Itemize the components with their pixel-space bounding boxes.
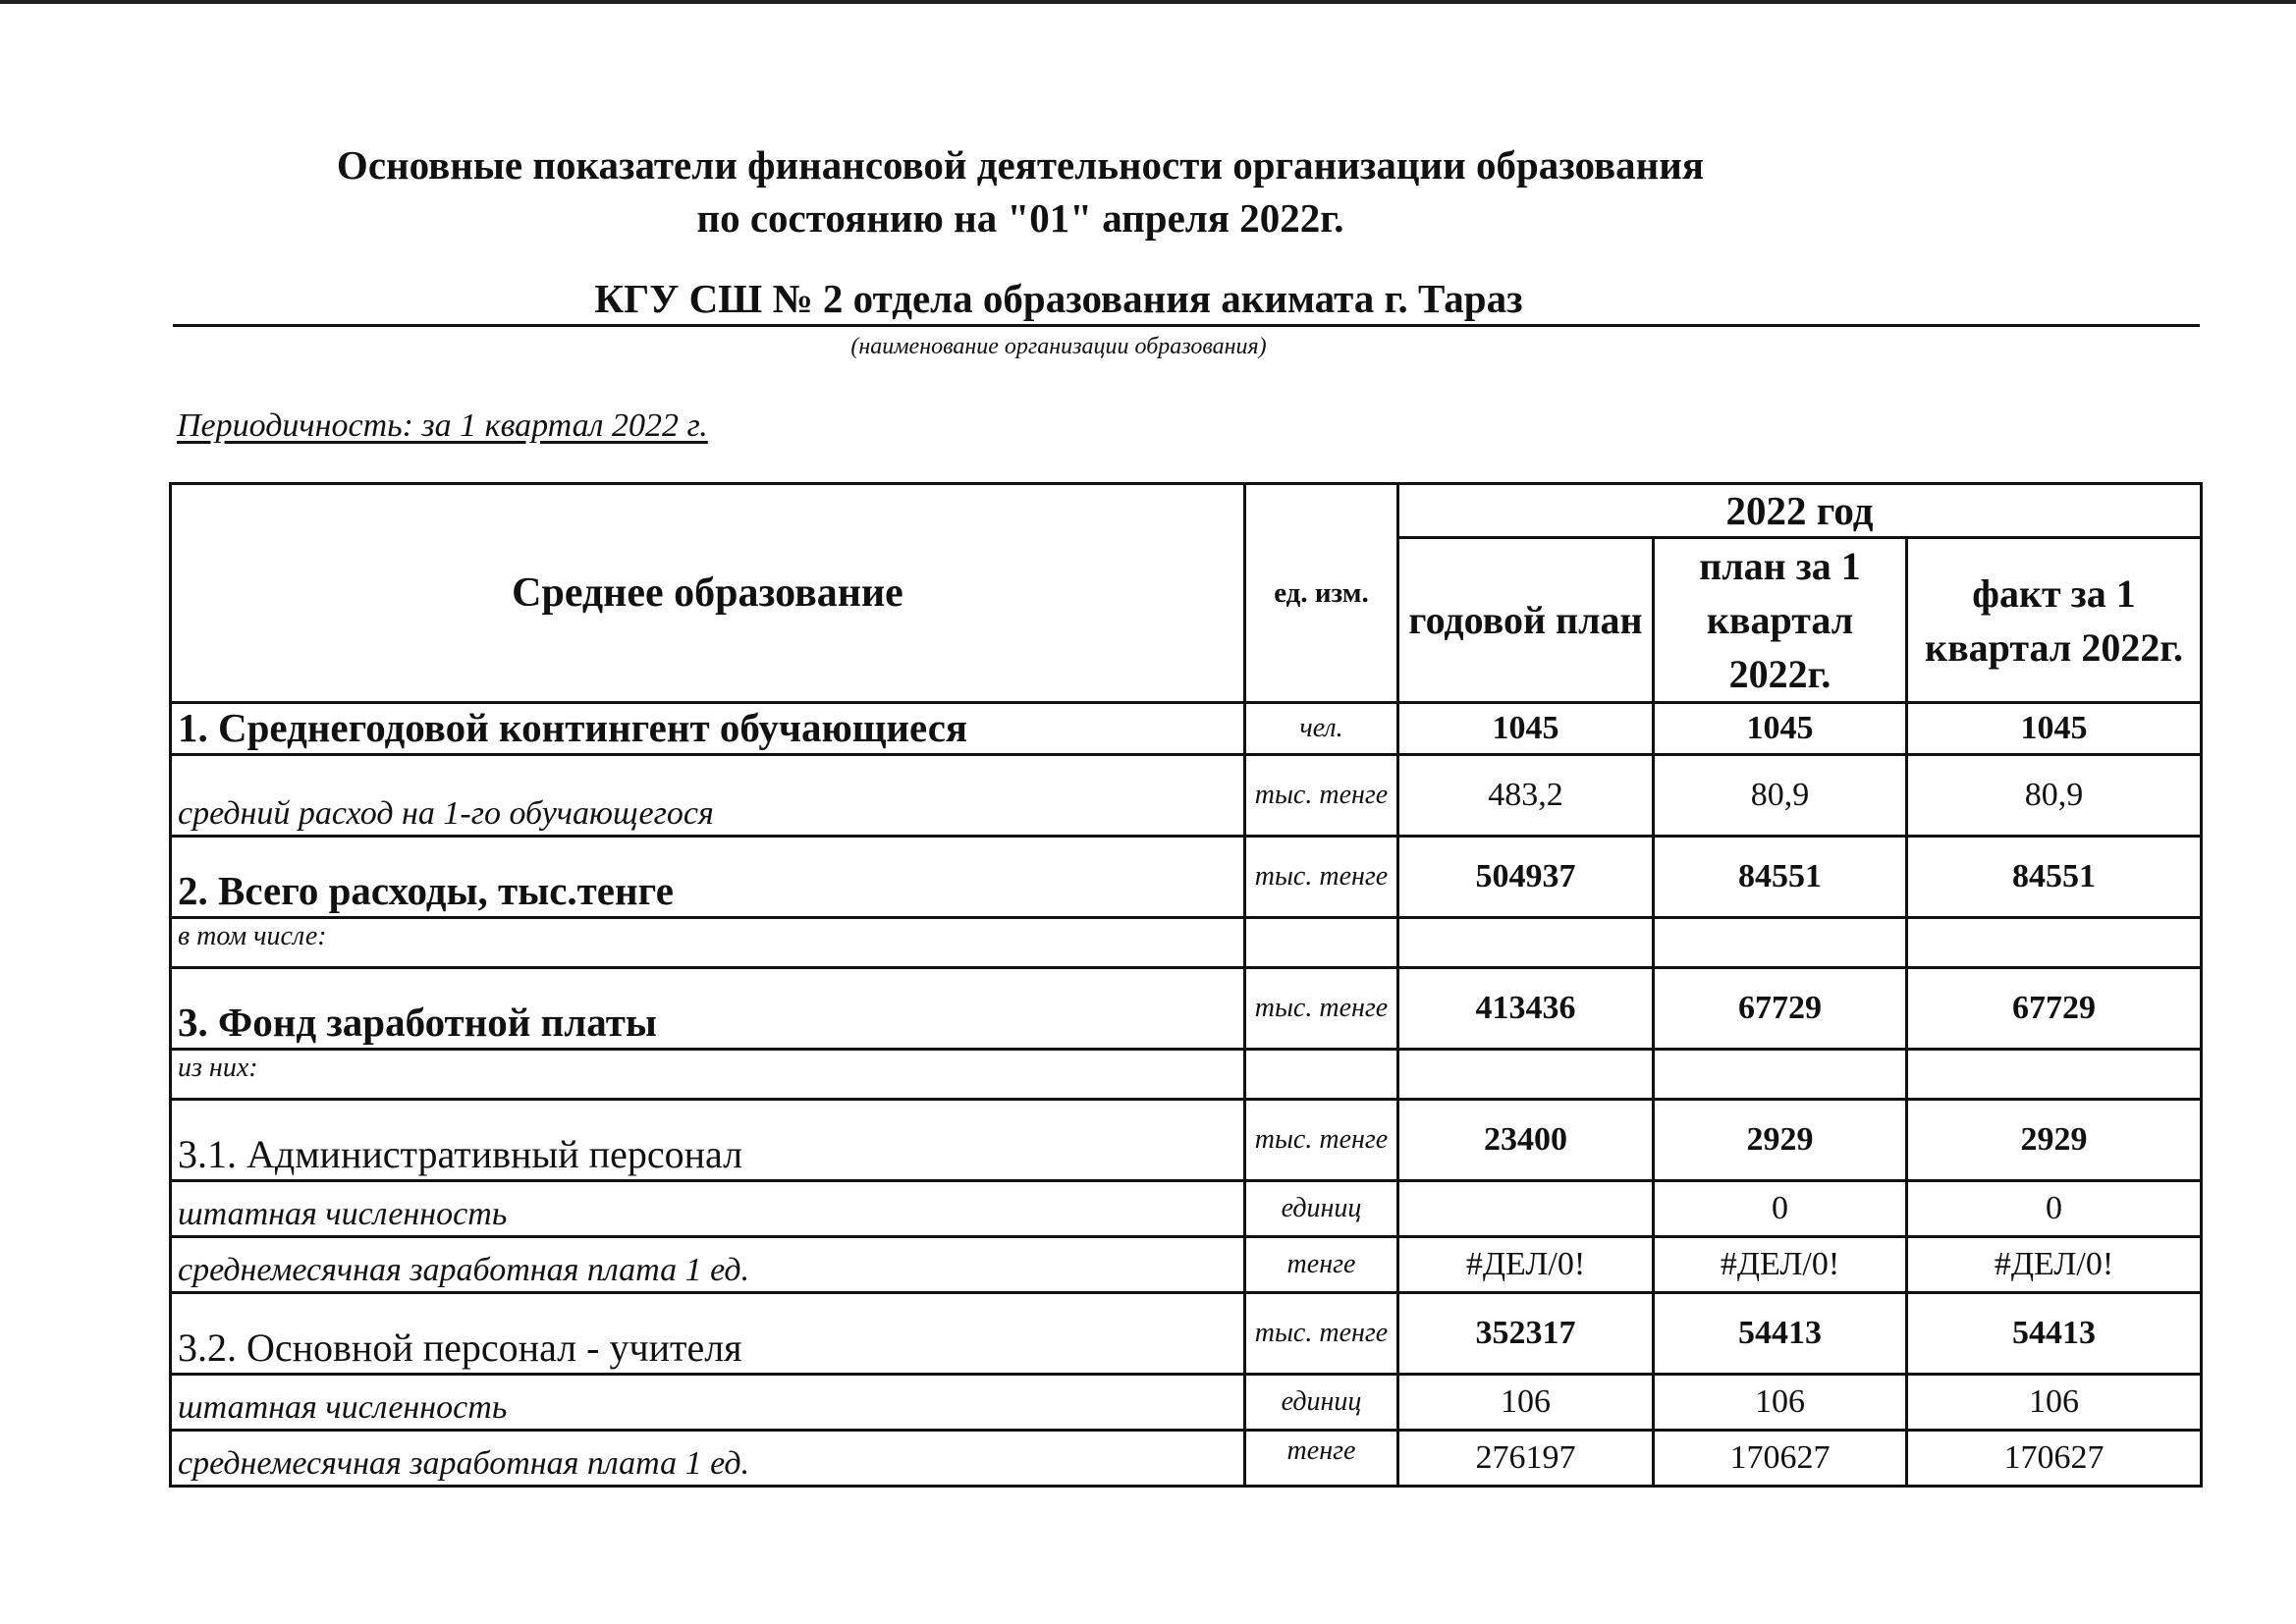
row-annual-plan: 504937: [1398, 837, 1654, 918]
row-unit: тыс. тенге: [1245, 755, 1398, 837]
table-row: [171, 1050, 2202, 1100]
table-row: [171, 918, 2202, 968]
row-q1-fact: 106: [1907, 1375, 2202, 1431]
row-label: среднемесячная заработная плата 1 ед.: [171, 1237, 1245, 1293]
row-unit: тыс. тенге: [1245, 1100, 1398, 1181]
row-annual-plan: 276197: [1398, 1431, 1654, 1487]
row-q1-plan: 84551: [1654, 837, 1907, 918]
row-unit: единиц: [1245, 1375, 1398, 1431]
row-q1-fact: [1907, 918, 2202, 968]
row-unit: тенге: [1245, 1237, 1398, 1293]
row-annual-plan: 352317: [1398, 1293, 1654, 1375]
row-q1-fact: #ДЕЛ/0!: [1907, 1237, 2202, 1293]
row-annual-plan: [1398, 918, 1654, 968]
row-label: 3.2. Основной персонал - учителя: [171, 1293, 1245, 1375]
table-row: [171, 1181, 2202, 1237]
header-unit: ед. изм.: [1245, 484, 1398, 703]
header-q1-plan: план за 1 квартал 2022г.: [1654, 538, 1907, 703]
table-row: [171, 837, 2202, 918]
row-q1-fact: 54413: [1907, 1293, 2202, 1375]
row-unit: тенге: [1245, 1431, 1398, 1487]
table-row: [171, 703, 2202, 755]
row-annual-plan: 23400: [1398, 1100, 1654, 1181]
row-unit: тыс. тенге: [1245, 1293, 1398, 1375]
row-label: в том числе:: [171, 918, 1245, 968]
row-q1-plan: [1654, 918, 1907, 968]
row-label: 3.1. Административный персонал: [171, 1100, 1245, 1181]
row-q1-plan: 2929: [1654, 1100, 1907, 1181]
row-q1-fact: 67729: [1907, 968, 2202, 1050]
row-label: из них:: [171, 1050, 1245, 1100]
row-q1-plan: 54413: [1654, 1293, 1907, 1375]
table-row: [171, 755, 2202, 837]
row-q1-plan: 67729: [1654, 968, 1907, 1050]
row-q1-plan: 80,9: [1654, 755, 1907, 837]
table-header-row: [171, 484, 2202, 538]
organization-caption: (наименование организации образования): [850, 334, 1267, 359]
row-label: штатная численность: [171, 1181, 1245, 1237]
row-annual-plan: [1398, 1181, 1654, 1237]
row-unit: тыс. тенге: [1245, 968, 1398, 1050]
table-row: [171, 968, 2202, 1050]
row-annual-plan: #ДЕЛ/0!: [1398, 1237, 1654, 1293]
organization-name: КГУ СШ № 2 отдела образования акимата г. Тараз: [594, 276, 1523, 321]
row-label: среднемесячная заработная плата 1 ед.: [171, 1431, 1245, 1487]
scan-edge-line: [0, 0, 2296, 4]
table-row: [171, 1431, 2202, 1487]
organization-underline: [173, 324, 2200, 327]
row-label: средний расход на 1-го обучающегося: [171, 755, 1245, 837]
row-unit: [1245, 918, 1398, 968]
row-annual-plan: [1398, 1050, 1654, 1100]
table-row: [171, 1100, 2202, 1181]
header-secondary-education: Среднее образование: [171, 484, 1245, 703]
header-year-group: 2022 год: [1398, 484, 2202, 538]
row-unit: единиц: [1245, 1181, 1398, 1237]
row-label: 3. Фонд заработной платы: [171, 968, 1245, 1050]
row-q1-fact: 0: [1907, 1181, 2202, 1237]
financial-indicators-table: [169, 482, 2203, 1488]
row-q1-plan: 0: [1654, 1181, 1907, 1237]
row-q1-fact: 84551: [1907, 837, 2202, 918]
row-label: 2. Всего расходы, тыс.тенге: [171, 837, 1245, 918]
row-annual-plan: 413436: [1398, 968, 1654, 1050]
row-q1-fact: 2929: [1907, 1100, 2202, 1181]
table-row: [171, 1375, 2202, 1431]
document-title-line2: по состоянию на "01" апреля 2022г.: [696, 195, 1344, 241]
row-annual-plan: 106: [1398, 1375, 1654, 1431]
header-q1-fact: факт за 1 квартал 2022г.: [1907, 538, 2202, 703]
row-label: 1. Среднегодовой контингент обучающиеся: [171, 703, 1245, 755]
row-q1-fact: 170627: [1907, 1431, 2202, 1487]
row-unit: чел.: [1245, 703, 1398, 755]
row-q1-plan: 106: [1654, 1375, 1907, 1431]
row-label: штатная численность: [171, 1375, 1245, 1431]
row-q1-fact: 1045: [1907, 703, 2202, 755]
row-q1-plan: 170627: [1654, 1431, 1907, 1487]
document-title-line1: Основные показатели финансовой деятельности организации образования: [336, 142, 1705, 188]
row-unit: тыс. тенге: [1245, 837, 1398, 918]
row-q1-plan: #ДЕЛ/0!: [1654, 1237, 1907, 1293]
row-q1-fact: [1907, 1050, 2202, 1100]
row-annual-plan: 483,2: [1398, 755, 1654, 837]
row-q1-plan: 1045: [1654, 703, 1907, 755]
periodicity-label: Периодичность: за 1 квартал 2022 г.: [177, 407, 708, 444]
table-row: [171, 1237, 2202, 1293]
row-q1-plan: [1654, 1050, 1907, 1100]
row-unit: [1245, 1050, 1398, 1100]
row-annual-plan: 1045: [1398, 703, 1654, 755]
header-annual-plan: годовой план: [1398, 538, 1654, 703]
row-q1-fact: 80,9: [1907, 755, 2202, 837]
table-row: [171, 1293, 2202, 1375]
